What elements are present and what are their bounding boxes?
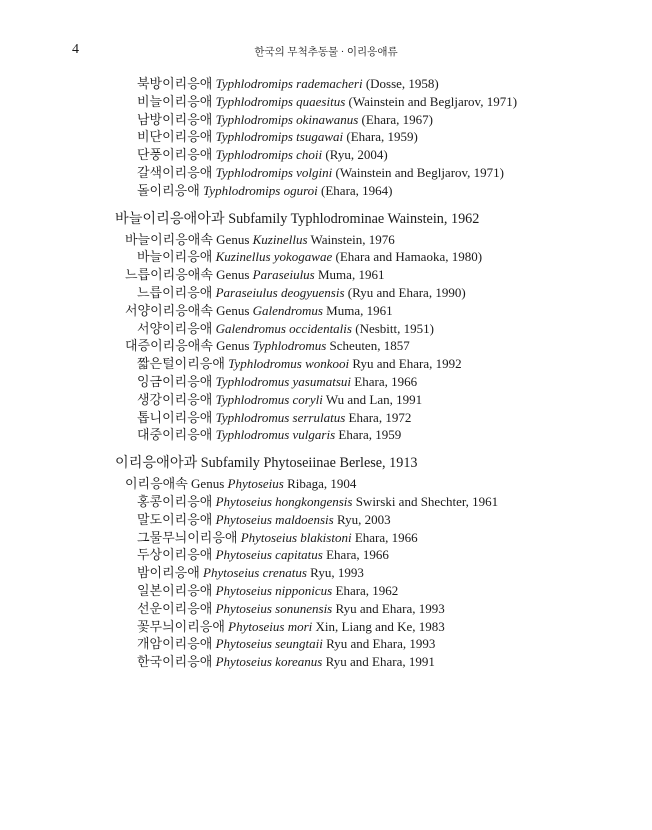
scientific-name: Typhlodromips okinawanus: [215, 111, 359, 127]
scientific-name: Phytoseius capitatus: [215, 547, 323, 563]
taxon-author: (Ehara, 1964): [321, 182, 393, 198]
korean-name: 생강이리응애: [137, 391, 213, 407]
korean-name: 갈색이리응애: [137, 164, 213, 180]
taxon-author: (Wainstein and Begljarov, 1971): [348, 93, 518, 109]
scientific-name: Phytoseius crenatus: [203, 565, 307, 581]
species-entry: [0, 409, 652, 427]
rank-label: Genus: [216, 338, 250, 354]
taxonomy-list: [0, 75, 652, 671]
korean-name: 서양이리응애속: [125, 302, 213, 318]
scientific-name: Paraseiulus deogyuensis: [215, 284, 345, 300]
scientific-name: Phytoseius hongkongensis: [215, 493, 353, 509]
species-entry: [0, 511, 652, 529]
species-entry: [0, 128, 652, 146]
korean-name: 이리응애아과: [115, 455, 198, 472]
species-entry: [0, 111, 652, 129]
taxon-author: Ryu and Ehara, 1993: [335, 600, 445, 616]
taxon-author: Wainstein, 1976: [310, 231, 395, 247]
species-entry: [0, 248, 652, 266]
taxon-author: Ehara, 1962: [335, 582, 399, 598]
taxon-author: Ehara, 1966: [354, 529, 418, 545]
rank-label: Genus: [216, 267, 250, 283]
scientific-name: Typhlodromus coryli: [215, 391, 323, 407]
scientific-name: Paraseiulus: [252, 267, 315, 283]
scientific-name: Typhlodromus vulgaris: [215, 427, 336, 443]
rank-label: Genus: [216, 231, 250, 247]
rank-label: Genus: [216, 302, 250, 318]
species-entry: [0, 653, 652, 671]
species-entry: [0, 529, 652, 547]
rank-label: Subfamily: [200, 455, 260, 472]
taxon-author: Ribaga, 1904: [287, 476, 357, 492]
korean-name: 바늘이리응애속: [125, 231, 213, 247]
taxon-author: Xin, Liang and Ke, 1983: [315, 618, 445, 634]
korean-name: 바늘이리응애아과: [115, 210, 225, 227]
scientific-name: Phytoseius blakistoni: [240, 529, 352, 545]
rank-label: Subfamily: [228, 210, 288, 227]
korean-name: 선운이리응애: [137, 600, 213, 616]
genus-entry: [0, 231, 652, 249]
taxon-author: (Nesbitt, 1951): [355, 320, 434, 336]
taxon-name: Phytoseiinae: [263, 455, 336, 472]
species-entry: [0, 182, 652, 200]
taxon-author: Wu and Lan, 1991: [325, 391, 423, 407]
korean-name: 북방이리응애: [137, 76, 213, 91]
taxon-author: Berlese, 1913: [339, 455, 418, 472]
genus-entry: [0, 266, 652, 284]
taxon-author: (Ehara and Hamaoka, 1980): [335, 249, 483, 265]
taxon-author: Ehara, 1959: [338, 427, 402, 443]
species-entry: [0, 582, 652, 600]
taxon-author: Swirski and Shechter, 1961: [355, 493, 499, 509]
scientific-name: Typhlodromips quaesitus: [215, 93, 346, 109]
korean-name: 일본이리응애: [137, 582, 213, 598]
scientific-name: Phytoseius sonunensis: [215, 600, 333, 616]
taxon-author: (Ehara, 1959): [346, 129, 418, 145]
korean-name: 단풍이리응애: [137, 147, 213, 163]
species-entry: [0, 164, 652, 182]
species-entry: [0, 600, 652, 618]
korean-name: 서양이리응애: [137, 320, 213, 336]
korean-name: 이리응애속: [125, 476, 188, 492]
scientific-name: Phytoseius nipponicus: [215, 582, 333, 598]
korean-name: 돌이리응애: [137, 182, 200, 198]
korean-name: 꽃무늬이리응애: [137, 618, 225, 634]
scientific-name: Phytoseius mori: [228, 618, 313, 634]
species-entry: [0, 93, 652, 111]
korean-name: 홍콩이리응애: [137, 493, 213, 509]
korean-name: 밤이리응애: [137, 565, 200, 581]
korean-name: 톱니이리응애: [137, 409, 213, 425]
genus-entry: [0, 337, 652, 355]
korean-name: 느릅이리응애속: [125, 267, 213, 283]
species-entry: [0, 391, 652, 409]
taxon-author: Ryu and Ehara, 1991: [325, 654, 435, 670]
taxon-author: Ryu and Ehara, 1993: [326, 636, 436, 652]
korean-name: 대증이리응애속: [125, 338, 213, 354]
species-entry: [0, 75, 652, 93]
korean-name: 대중이리응애: [137, 427, 213, 443]
species-entry: [0, 146, 652, 164]
scientific-name: Galendromus: [252, 302, 323, 318]
scientific-name: Phytoseius koreanus: [215, 654, 323, 670]
scientific-name: Galendromus occidentalis: [215, 320, 352, 336]
scientific-name: Phytoseius: [227, 476, 284, 492]
scientific-name: Typhlodromips choii: [215, 147, 323, 163]
species-entry: [0, 373, 652, 391]
species-entry: [0, 426, 652, 444]
running-head: 한국의 무척추동물 · 이리응애류: [254, 47, 398, 58]
taxon-author: Muma, 1961: [326, 302, 393, 318]
page-number: 4: [72, 42, 79, 57]
taxon-author: Wainstein, 1962: [387, 210, 480, 227]
korean-name: 짧은털이리응애: [137, 356, 225, 372]
scientific-name: Typhlodromus: [252, 338, 327, 354]
scientific-name: Phytoseius seungtaii: [215, 636, 323, 652]
rank-label: Genus: [191, 476, 225, 492]
scientific-name: Typhlodromips oguroi: [203, 182, 318, 198]
korean-name: 바늘이리응애: [137, 249, 213, 265]
species-entry: [0, 546, 652, 564]
scientific-name: Typhlodromus yasumatsui: [215, 373, 352, 389]
taxon-author: (Wainstein and Begljarov, 1971): [335, 164, 505, 180]
korean-name: 비단이리응애: [137, 129, 213, 145]
taxon-author: Ehara, 1966: [326, 547, 389, 563]
scientific-name: Typhlodromips rademacheri: [215, 76, 363, 91]
taxon-author: Ehara, 1966: [354, 373, 418, 389]
taxon-author: (Dosse, 1958): [365, 76, 439, 91]
scientific-name: Phytoseius maldoensis: [215, 511, 334, 527]
species-entry: [0, 284, 652, 302]
subfamily-heading: [0, 453, 652, 473]
species-entry: [0, 493, 652, 511]
taxon-name: Typhlodrominae: [290, 210, 385, 227]
korean-name: 남방이리응애: [137, 111, 213, 127]
species-entry: [0, 635, 652, 653]
taxon-author: Ryu, 1993: [310, 565, 364, 581]
genus-entry: [0, 302, 652, 320]
scientific-name: Typhlodromips volgini: [215, 164, 333, 180]
taxon-author: Ryu, 2003: [336, 511, 391, 527]
korean-name: 개암이리응애: [137, 636, 213, 652]
species-entry: [0, 355, 652, 373]
korean-name: 느릅이리응애: [137, 284, 213, 300]
taxon-author: Ehara, 1972: [348, 409, 412, 425]
taxon-author: (Ryu and Ehara, 1990): [347, 284, 466, 300]
taxon-author: Scheuten, 1857: [329, 338, 410, 354]
scientific-name: Typhlodromus serrulatus: [215, 409, 346, 425]
taxon-author: (Ryu, 2004): [325, 147, 388, 163]
scientific-name: Kuzinellus yokogawae: [215, 249, 333, 265]
korean-name: 잉금이리응애: [137, 373, 213, 389]
scientific-name: Typhlodromus wonkooi: [228, 356, 350, 372]
korean-name: 그물무늬이리응애: [137, 529, 238, 545]
korean-name: 두상이리응애: [137, 547, 213, 563]
taxon-author: (Ehara, 1967): [361, 111, 433, 127]
taxon-author: Muma, 1961: [318, 267, 385, 283]
subfamily-heading: [0, 209, 652, 229]
scientific-name: Kuzinellus: [252, 231, 308, 247]
korean-name: 한국이리응애: [137, 654, 213, 670]
species-entry: [0, 564, 652, 582]
scientific-name: Typhlodromips tsugawai: [215, 129, 344, 145]
genus-entry: [0, 475, 652, 493]
taxon-author: Ryu and Ehara, 1992: [352, 356, 462, 372]
species-entry: [0, 320, 652, 338]
species-entry: [0, 618, 652, 636]
korean-name: 말도이리응애: [137, 511, 213, 527]
korean-name: 비늘이리응애: [137, 93, 213, 109]
